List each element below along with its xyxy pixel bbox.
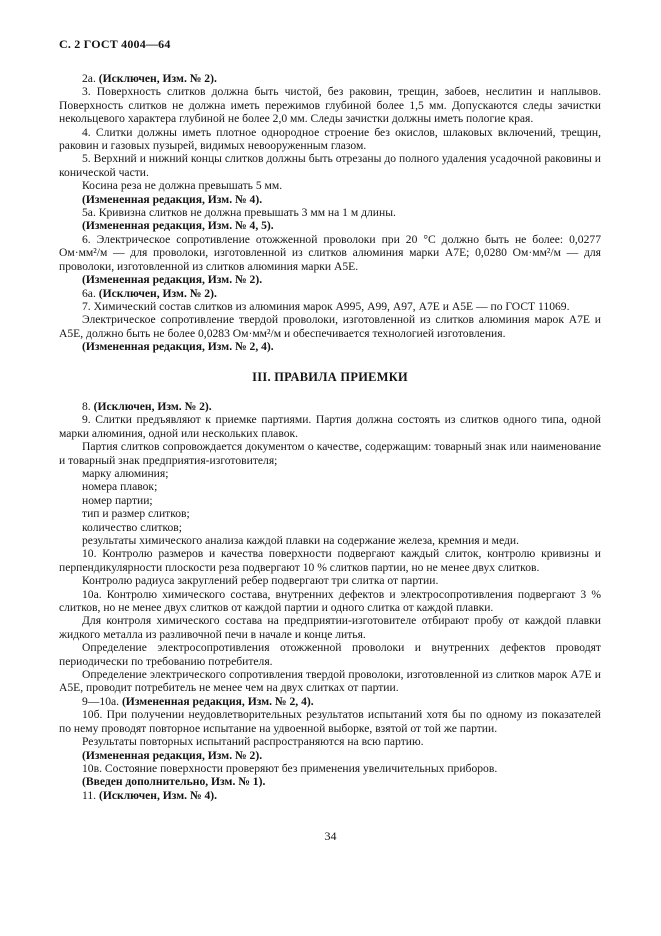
- paragraph: [59, 614, 601, 641]
- text-run: 6а.: [82, 286, 99, 300]
- text-run: номера плавок;: [82, 480, 158, 494]
- text-run: (Исключен, Изм. № 4).: [98, 788, 218, 802]
- paragraph: [59, 789, 601, 802]
- text-run: Определение электрического сопротивления твердой проволоки, изготовленной из слитков марок А7Е и А5Е, проводит потребитель не менее чем на двух слитках от партии.: [59, 668, 601, 695]
- paragraph: [59, 641, 601, 668]
- paragraph: [59, 762, 601, 775]
- paragraph: [59, 588, 601, 615]
- text-run: (Измененная редакция, Изм. № 2, 4).: [82, 340, 274, 354]
- paragraph: [59, 273, 601, 286]
- text-run: Для контроля химического состава на предприятии-изготовителе отбирают пробу от каждой плавки жидкого металла из разливочной печи в начале и конце литья.: [59, 614, 601, 641]
- text-run: 9—10а.: [82, 694, 122, 708]
- text-run: (Измененная редакция, Изм. № 4, 5).: [82, 219, 274, 233]
- text-run: 10а. Контролю химического состава, внутренних дефектов и электросопротивления подвергают 3 % слитков, но не менее двух слитков от каждой партии и одного слитка от каждой плавки.: [59, 587, 601, 615]
- text-run: Косина реза не должна превышать 5 мм.: [82, 179, 283, 193]
- text-run: (Исключен, Изм. № 2).: [98, 286, 217, 300]
- text-run: 2а.: [82, 72, 99, 85]
- paragraph: [59, 749, 601, 762]
- text-run: Электрическое сопротивление твердой проволоки, изготовленной из слитков алюминия марок А7Е и А5Е, должно быть не более 0,0283 Ом·мм²/м и обеспечивается технологией изготовления.: [59, 313, 601, 340]
- paragraph: [59, 300, 601, 313]
- text-run: 10в. Состояние поверхности проверяют без применения увеличительных приборов.: [82, 761, 498, 775]
- text-run: 10б. При получении неудовлетворительных результатов испытаний хотя бы по одному из показателей по нему проводят повторное испытание на удвоенной выборке, взятой от той же партии.: [59, 708, 601, 735]
- paragraph: [59, 313, 601, 340]
- text-run: Партия слитков сопровождается документом о качестве, содержащим: товарный знак или наименование и товарный знак предприятия-изготовителя;: [59, 440, 601, 467]
- text-run: Контролю радиуса закруглений ребер подвергают три слитка от партии.: [82, 574, 439, 588]
- text-run: 8.: [82, 399, 94, 413]
- text-run: 7. Химический состав слитков из алюминия марок А995, А99, А97, А7Е и А5Е — по ГОСТ 11069.: [82, 299, 570, 313]
- paragraph: [59, 152, 601, 179]
- text-run: 10. Контролю размеров и качества поверхности подвергают каждый слиток, контролю кривизны и перпендикулярности плоскости реза подвергают 10 % слитков партии, но не менее двух слитков.: [59, 547, 601, 574]
- text-run: (Измененная редакция, Изм. № 4).: [82, 192, 263, 206]
- paragraph: [59, 775, 601, 788]
- paragraph: [59, 735, 601, 748]
- paragraph: [59, 233, 601, 273]
- document-content: [59, 72, 601, 802]
- paragraph: [59, 507, 601, 520]
- paragraph: [59, 206, 601, 219]
- text-run: 9. Слитки предъявляют к приемке партиями. Партия должна состоять из слитков одного типа, одной марки алюминия, одной или нескольких плавок.: [59, 413, 601, 440]
- text-run: 11.: [82, 788, 99, 802]
- paragraph: [59, 400, 601, 413]
- text-run: Определение электросопротивления отожженной проволоки и внутренних дефектов проводят периодически по требованию потребителя.: [59, 641, 601, 668]
- page-number: 34: [324, 829, 337, 843]
- paragraph: [59, 467, 601, 480]
- paragraph: [59, 126, 601, 153]
- text-run: марку алюминия;: [82, 466, 169, 480]
- paragraph: [59, 179, 601, 192]
- paragraph: [59, 494, 601, 507]
- text-run: (Измененная редакция, Изм. № 2, 4).: [121, 694, 314, 708]
- text-run: III. ПРАВИЛА ПРИЕМКИ: [252, 369, 408, 384]
- paragraph: [59, 574, 601, 587]
- text-run: (Измененная редакция, Изм. № 2).: [82, 748, 263, 762]
- paragraph: [59, 340, 601, 353]
- paragraph: [59, 695, 601, 708]
- text-run: тип и размер слитков;: [82, 507, 190, 521]
- paragraph: [59, 219, 601, 232]
- paragraph: [59, 708, 601, 735]
- text-run: (Исключен, Изм. № 2).: [93, 399, 212, 413]
- text-run: 3. Поверхность слитков должна быть чистой, без раковин, трещин, забоев, неслитин и наплывов. Поверхность слитков не должна иметь пережимов глубиной более 1,5 мм. Допускаются следы зачистки некольцевого характера глубиной не более 2,0 мм. Следы зачистки должны иметь пологие края.: [59, 85, 601, 126]
- paragraph: [59, 413, 601, 440]
- text-run: (Исключен, Изм. № 2).: [98, 72, 217, 85]
- text-run: 4. Слитки должны иметь плотное однородное строение без окислов, шлаковых включений, трещин, раковин и газовых пузырей, видимых невооруженным глазом.: [59, 125, 601, 153]
- section-heading: [59, 371, 601, 384]
- text-run: (Измененная редакция, Изм. № 2).: [82, 273, 263, 287]
- text-run: результаты химического анализа каждой плавки на содержание железа, кремния и меди.: [82, 534, 519, 547]
- text-run: 5а. Кривизна слитков не должна превышать 3 мм на 1 м длины.: [82, 206, 396, 220]
- paragraph: [59, 85, 601, 125]
- text-run: Результаты повторных испытаний распространяются на всю партию.: [82, 735, 424, 749]
- page-header: С. 2 ГОСТ 4004—64: [59, 37, 171, 51]
- text-run: количество слитков;: [82, 520, 182, 534]
- text-run: (Введен дополнительно, Изм. № 1).: [82, 775, 266, 789]
- paragraph: [59, 547, 601, 574]
- paragraph: [59, 521, 601, 534]
- paragraph: [59, 668, 601, 695]
- text-run: 6. Электрическое сопротивление отожженной проволоки при 20 °С должно быть не более: 0,0277 Ом·мм²/м — для проволоки, изготовленной из слитков алюминия марки А7Е; 0,0280 Ом·мм²/м — для проволоки, изготовленной из слитков алюминия марки А5Е.: [59, 232, 601, 273]
- paragraph: [59, 287, 601, 300]
- paragraph: [59, 534, 601, 547]
- paragraph: [59, 72, 601, 85]
- paragraph: [59, 480, 601, 493]
- paragraph: [59, 193, 601, 206]
- text-run: 5. Верхний и нижний концы слитков должны быть отрезаны до полного удаления усадочной раковины и конической части.: [59, 152, 601, 179]
- paragraph: [59, 440, 601, 467]
- text-run: номер партии;: [82, 493, 153, 507]
